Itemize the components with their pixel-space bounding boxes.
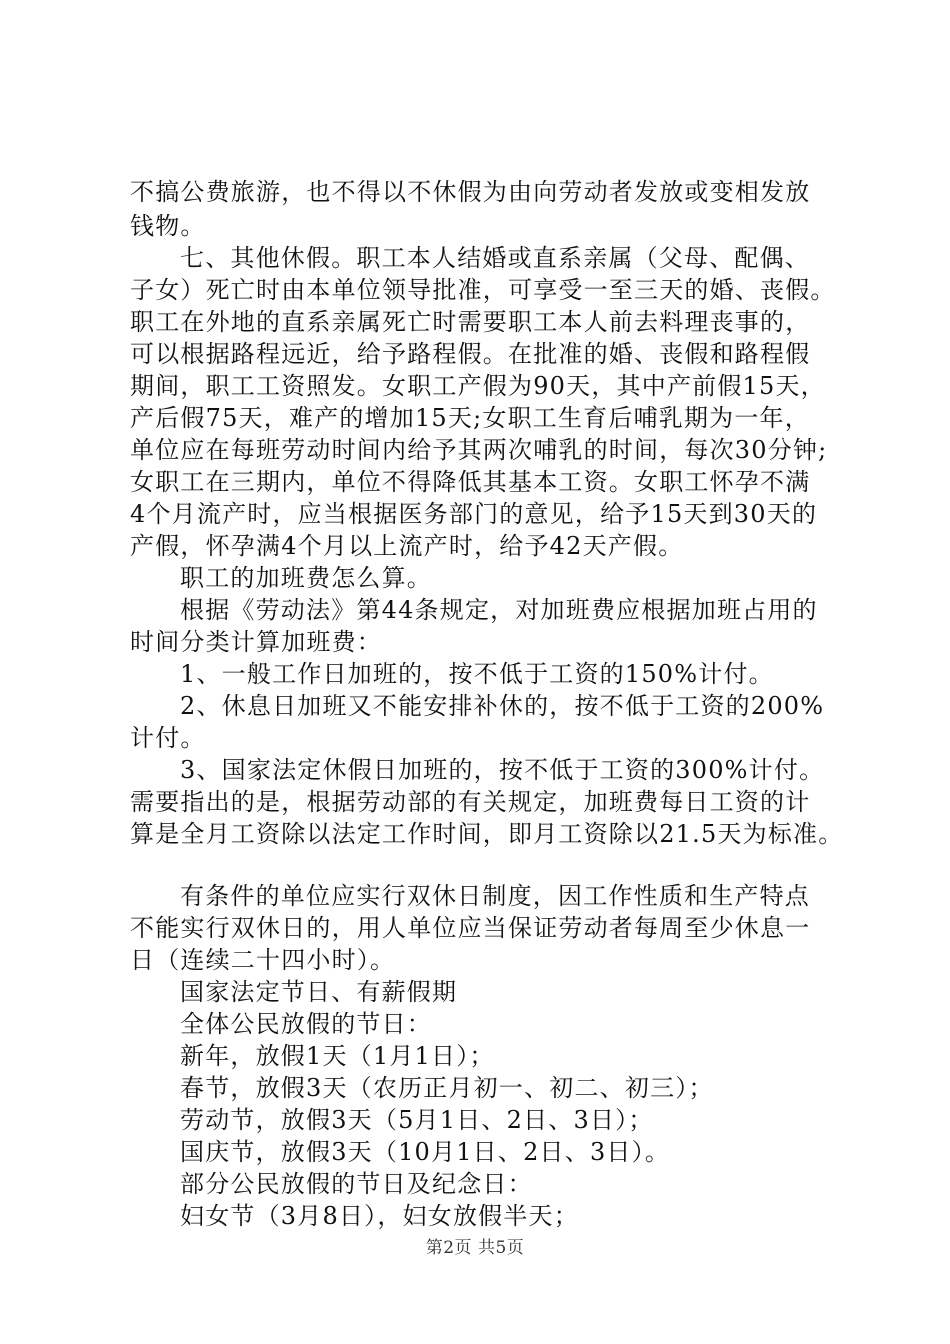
list-item: 新年，放假1天（1月1日）； (180, 1042, 495, 1070)
text-line: 4个月流产时，应当根据医务部门的意见，给予15天到30天的 (130, 500, 818, 528)
text-line: 单位应在每班劳动时间内给予其两次哺乳的时间，每次30分钟; (130, 436, 828, 464)
text-line: 女职工在三期内，单位不得降低其基本工资。女职工怀孕不满 (130, 468, 811, 496)
text-line: 产假，怀孕满4个月以上流产时，给予42天产假。 (130, 532, 684, 560)
text-line: 有条件的单位应实行双休日制度，因工作性质和生产特点 (180, 882, 810, 910)
list-item: 妇女节（3月8日），妇女放假半天； (180, 1202, 579, 1230)
text-line: 时间分类计算加班费： (130, 628, 382, 656)
text-line: 需要指出的是，根据劳动部的有关规定，加班费每日工资的计 (130, 788, 811, 816)
text-line: 子女）死亡时由本单位领导批准，可享受一至三天的婚、丧假。 (130, 276, 836, 304)
text-line: 不能实行双休日的，用人单位应当保证劳动者每周至少休息一 (130, 914, 811, 942)
text-line: 不搞公费旅游，也不得以不休假为由向劳动者发放或变相发放 (130, 178, 811, 206)
text-line: 产后假75天，难产的增加15天;女职工生育后哺乳期为一年， (130, 404, 810, 432)
list-item: 2、休息日加班又不能安排补休的，按不低于工资的200% (180, 692, 825, 720)
text-line: 职工在外地的直系亲属死亡时需要职工本人前去料理丧事的， (130, 308, 811, 336)
section-heading: 国家法定节日、有薪假期 (180, 978, 458, 1006)
text-line: 七、其他休假。职工本人结婚或直系亲属（父母、配偶、 (180, 244, 810, 272)
text-line: 可以根据路程远近，给予路程假。在批准的婚、丧假和路程假 (130, 340, 811, 368)
text-line: 根据《劳动法》第44条规定，对加班费应根据加班占用的 (180, 596, 818, 624)
section-heading: 职工的加班费怎么算。 (180, 564, 432, 592)
text-line: 部分公民放假的节日及纪念日： (180, 1170, 533, 1198)
text-line: 计付。 (130, 724, 206, 752)
text-line: 全体公民放假的节日： (180, 1010, 432, 1038)
list-item: 国庆节，放假3天（10月1日、2日、3日）。 (180, 1138, 671, 1166)
list-item: 3、国家法定休假日加班的，按不低于工资的300%计付。 (180, 756, 825, 784)
text-line: 算是全月工资除以法定工作时间，即月工资除以21.5天为标准。 (130, 820, 844, 848)
list-item: 1、一般工作日加班的，按不低于工资的150%计付。 (180, 660, 774, 688)
text-line: 钱物。 (130, 212, 206, 240)
list-item: 春节，放假3天（农历正月初一、初二、初三）； (180, 1074, 714, 1102)
list-item: 劳动节，放假3天（5月1日、2日、3日）； (180, 1106, 654, 1134)
text-line: 期间，职工工资照发。女职工产假为90天，其中产前假15天， (130, 372, 826, 400)
page-number: 第2页 共5页 (425, 1238, 525, 1258)
text-line: 日（连续二十四小时）。 (130, 946, 396, 974)
